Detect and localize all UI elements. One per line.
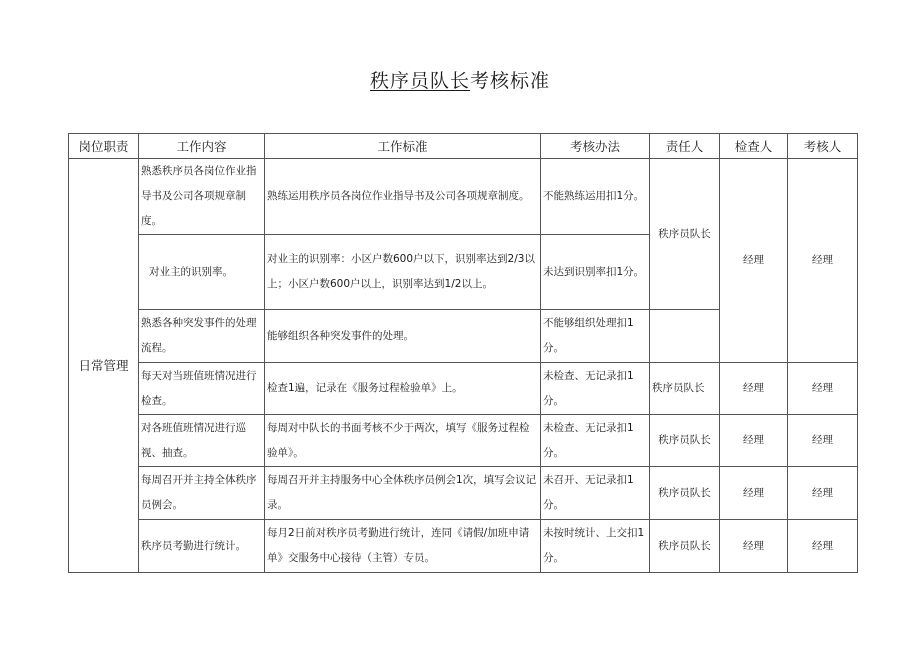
header-standard: 工作标准: [265, 134, 541, 159]
content-cell: 秩序员考勤进行统计。: [139, 520, 265, 573]
content-cell: 每天对当班值班情况进行检查。: [139, 363, 265, 415]
title-underlined: 秩序员队长: [369, 70, 470, 92]
header-duty: 岗位职责: [69, 134, 139, 159]
assessor-cell: 经理: [788, 159, 858, 363]
assessor-cell: 经理: [788, 415, 858, 467]
method-cell: 未达到识别率扣1分。: [541, 235, 650, 310]
method-cell: 不能够组织处理扣1分。: [541, 310, 650, 363]
checker-cell: 经理: [720, 159, 788, 363]
table-row: [69, 159, 858, 235]
content-cell: 熟悉秩序员各岗位作业指导书及公司各项规章制度。: [139, 159, 265, 235]
responsible-cell: 秩序员队长: [650, 467, 720, 520]
header-row: [69, 134, 858, 159]
page-title: [0, 66, 920, 93]
checker-cell: 经理: [720, 415, 788, 467]
title-rest: 考核标准: [470, 70, 551, 92]
standard-cell: 熟练运用秩序员各岗位作业指导书及公司各项规章制度。: [265, 159, 541, 235]
method-cell: 未检查、无记录扣1分。: [541, 415, 650, 467]
table-row: [69, 415, 858, 467]
standard-cell: 每月2日前对秩序员考勤进行统计，连同《请假/加班申请单》交服务中心接待（主管）专员。: [265, 520, 541, 573]
method-cell: 未召开、无记录扣1分。: [541, 467, 650, 520]
table-row: [69, 363, 858, 415]
content-cell: 每周召开并主持全体秩序员例会。: [139, 467, 265, 520]
checker-cell: 经理: [720, 467, 788, 520]
checker-cell: 经理: [720, 363, 788, 415]
responsible-cell: 秩序员队长: [650, 415, 720, 467]
standard-cell: 每周对中队长的书面考核不少于两次，填写《服务过程检验单》。: [265, 415, 541, 467]
assessment-table: [68, 133, 858, 573]
table-row: [69, 467, 858, 520]
content-cell: 熟悉各种突发事件的处理流程。: [139, 310, 265, 363]
assessor-cell: 经理: [788, 520, 858, 573]
content-cell: 对业主的识别率。: [139, 235, 265, 310]
header-method: 考核办法: [541, 134, 650, 159]
responsible-cell: 秩序员队长: [650, 520, 720, 573]
header-content: 工作内容: [139, 134, 265, 159]
table-row: [69, 520, 858, 573]
standard-cell: 检查1遍，记录在《服务过程检验单》上。: [265, 363, 541, 415]
standard-cell: 每周召开并主持服务中心全体秩序员例会1次，填写会议记录。: [265, 467, 541, 520]
assessor-cell: 经理: [788, 363, 858, 415]
header-assessor: 考核人: [788, 134, 858, 159]
responsible-cell-empty: [650, 310, 720, 363]
responsible-cell: 秩序员队长: [650, 363, 720, 415]
checker-cell: 经理: [720, 520, 788, 573]
method-cell: 未检查、无记录扣1分。: [541, 363, 650, 415]
responsible-cell: 秩序员队长: [650, 159, 720, 310]
method-cell: 不能熟练运用扣1分。: [541, 159, 650, 235]
header-responsible: 责任人: [650, 134, 720, 159]
assessor-cell: 经理: [788, 467, 858, 520]
content-cell: 对各班值班情况进行巡视、抽查。: [139, 415, 265, 467]
header-checker: 检查人: [720, 134, 788, 159]
method-cell: 未按时统计、上交扣1分。: [541, 520, 650, 573]
duty-cell: 日常管理: [69, 159, 139, 573]
standard-cell: 能够组织各种突发事件的处理。: [265, 310, 541, 363]
standard-cell: 对业主的识别率：小区户数600户以下，识别率达到2/3以上；小区户数600户以上，识别率达到1/2以上。: [265, 235, 541, 310]
